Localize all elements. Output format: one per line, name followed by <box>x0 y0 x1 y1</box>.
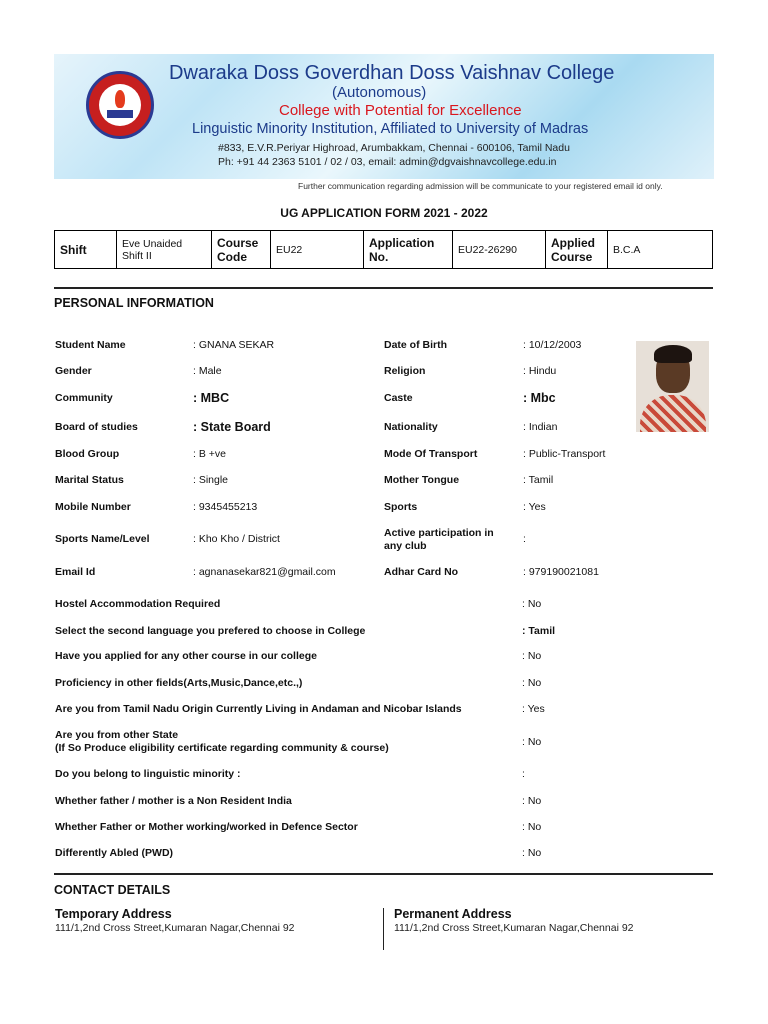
student-name-value: : GNANA SEKAR <box>193 339 275 351</box>
hostel-label: Hostel Accommodation Required <box>55 598 221 610</box>
aadhar-value: : 979190021081 <box>523 566 599 578</box>
college-tagline: College with Potential for Excellence <box>279 102 522 119</box>
board-value: : State Board <box>193 420 271 434</box>
contact-details-heading: CONTACT DETAILS <box>54 883 171 897</box>
permanent-address-value: 111/1,2nd Cross Street,Kumaran Nagar,Chennai 92 <box>394 922 634 934</box>
course-code-label: Course Code <box>212 231 271 269</box>
divider <box>54 873 713 875</box>
defence-label: Whether Father or Mother working/worked in Defence Sector <box>55 821 358 833</box>
mobile-label: Mobile Number <box>55 501 131 513</box>
sports-label: Sports <box>384 501 418 513</box>
application-summary-table <box>54 230 713 269</box>
nri-label: Whether father / mother is a Non Resident India <box>55 795 292 807</box>
board-label: Board of studies <box>55 421 138 433</box>
college-affiliation: Linguistic Minority Institution, Affiliated to University of Madras <box>192 121 589 137</box>
religion-value: : Hindu <box>523 365 557 377</box>
sports-name-value: : Kho Kho / District <box>193 533 280 545</box>
personal-info-heading: PERSONAL INFORMATION <box>54 296 214 310</box>
college-name: Dwaraka Doss Goverdhan Doss Vaishnav College <box>169 62 615 84</box>
mother-tongue-value: : Tamil <box>523 474 554 486</box>
email-label: Email Id <box>55 566 96 578</box>
shift-value: Eve Unaided Shift II <box>117 231 212 269</box>
email-value: : agnanasekar821@gmail.com <box>193 566 336 578</box>
linguistic-minority-value: : <box>522 768 525 780</box>
aadhar-label: Adhar Card No <box>384 566 459 578</box>
divider <box>54 287 713 289</box>
religion-label: Religion <box>384 365 426 377</box>
nri-value: : No <box>522 795 542 807</box>
college-autonomous: (Autonomous) <box>332 84 427 101</box>
hostel-value: : No <box>522 598 542 610</box>
marital-status-value: : Single <box>193 474 229 486</box>
marital-status-label: Marital Status <box>55 474 124 486</box>
applied-course-label: Applied Course <box>546 231 608 269</box>
defence-value: : No <box>522 821 542 833</box>
other-course-value: : No <box>522 650 542 662</box>
pwd-label: Differently Abled (PWD) <box>55 847 174 859</box>
permanent-address-label: Permanent Address <box>394 907 512 921</box>
second-language-label: Select the second language you prefered to choose in College <box>55 625 366 637</box>
dob-value: : 10/12/2003 <box>523 339 582 351</box>
proficiency-value: : No <box>522 677 542 689</box>
pwd-value: : No <box>522 847 542 859</box>
other-course-label: Have you applied for any other course in our college <box>55 650 317 662</box>
college-address: #833, E.V.R.Periyar Highroad, Arumbakkam, Chennai - 600106, Tamil Nadu <box>218 142 570 154</box>
address-divider <box>383 908 384 950</box>
gender-label: Gender <box>55 365 92 377</box>
andaman-value: : Yes <box>522 703 545 715</box>
applied-course-value: B.C.A <box>608 231 713 269</box>
other-state-value: : No <box>522 736 542 748</box>
andaman-label: Are you from Tamil Nadu Origin Currently Living in Andaman and Nicobar Islands <box>55 703 462 715</box>
temporary-address-value: 111/1,2nd Cross Street,Kumaran Nagar,Chennai 92 <box>55 922 295 934</box>
mobile-value: : 9345455213 <box>193 501 258 513</box>
community-label: Community <box>55 392 113 404</box>
college-header-banner <box>54 54 714 179</box>
course-code-value: EU22 <box>271 231 364 269</box>
application-no-label: Application No. <box>364 231 453 269</box>
gender-value: : Male <box>193 365 222 377</box>
linguistic-minority-label: Do you belong to linguistic minority : <box>55 768 241 780</box>
club-label: Active participation in any club <box>384 527 494 552</box>
transport-label: Mode Of Transport <box>384 448 478 460</box>
other-state-label: Are you from other State <box>55 729 179 741</box>
proficiency-label: Proficiency in other fields(Arts,Music,Dance,etc.,) <box>55 677 303 689</box>
temporary-address-label: Temporary Address <box>55 907 172 921</box>
communication-note: Further communication regarding admission will be communicate to your registered email id only. <box>298 181 663 191</box>
mother-tongue-label: Mother Tongue <box>384 474 460 486</box>
community-value: : MBC <box>193 391 230 405</box>
application-no-value: EU22-26290 <box>453 231 546 269</box>
dob-label: Date of Birth <box>384 339 447 351</box>
transport-value: : Public-Transport <box>523 448 606 460</box>
nationality-value: : Indian <box>523 421 558 433</box>
college-logo-icon <box>86 71 154 139</box>
caste-value: : Mbc <box>523 391 556 405</box>
caste-label: Caste <box>384 392 413 404</box>
student-photo <box>636 341 709 432</box>
college-contact: Ph: +91 44 2363 5101 / 02 / 03, email: admin@dgvaishnavcollege.edu.in <box>218 156 557 168</box>
other-state-note: (If So Produce eligibility certificate regarding community & course) <box>55 742 389 754</box>
blood-group-label: Blood Group <box>55 448 120 460</box>
sports-value: : Yes <box>523 501 546 513</box>
sports-name-label: Sports Name/Level <box>55 533 150 545</box>
blood-group-value: : B +ve <box>193 448 226 460</box>
second-language-value: : Tamil <box>522 625 556 637</box>
student-name-label: Student Name <box>55 339 126 351</box>
form-title: UG APPLICATION FORM 2021 - 2022 <box>280 206 488 220</box>
shift-label: Shift <box>55 231 117 269</box>
nationality-label: Nationality <box>384 421 438 433</box>
club-value: : <box>523 533 526 545</box>
